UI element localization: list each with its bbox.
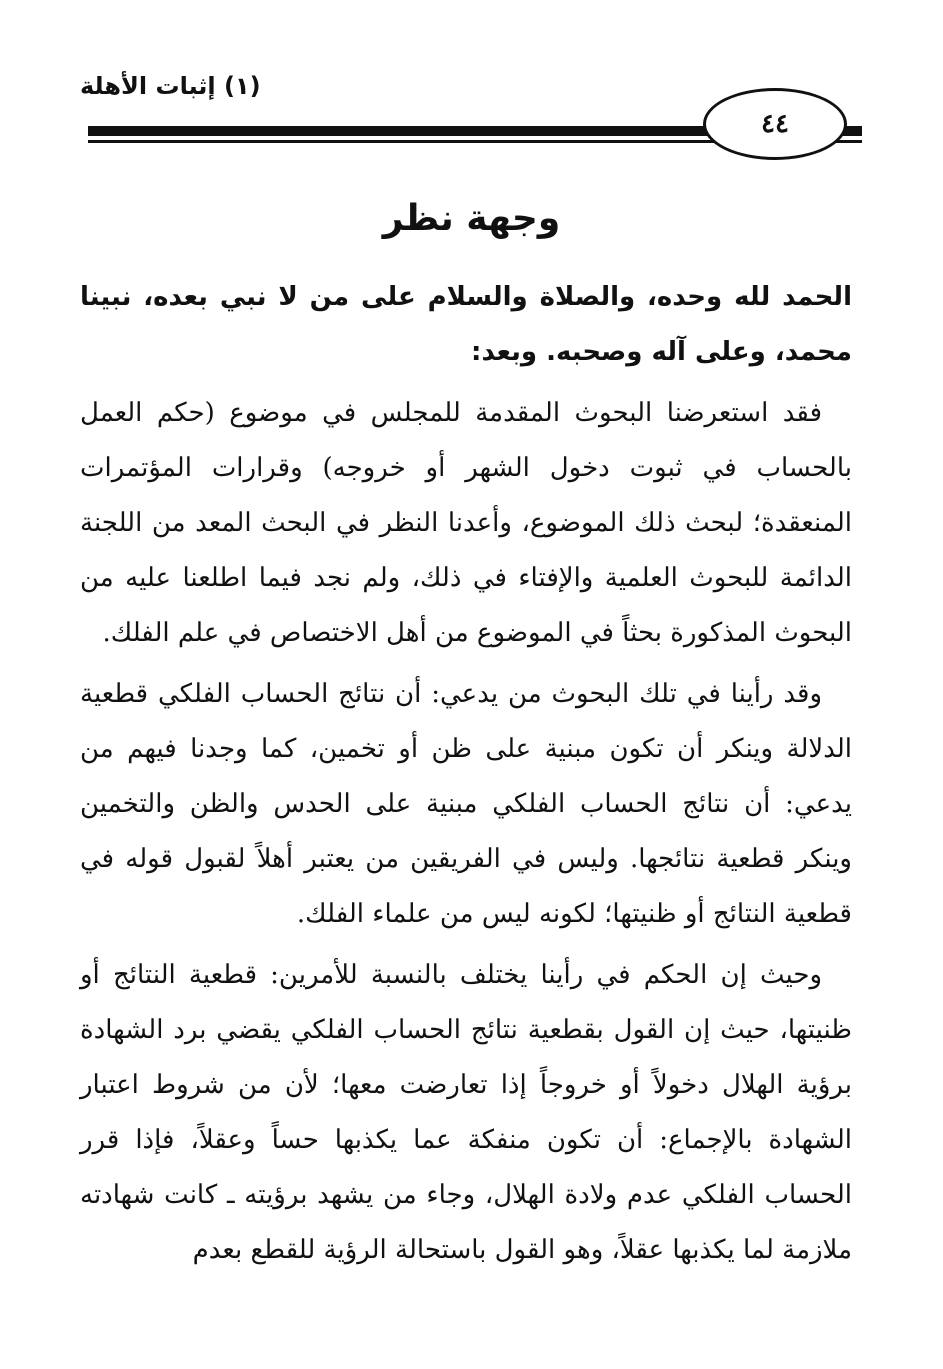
paragraph-research-review: فقد استعرضنا البحوث المقدمة للمجلس في موضوع (حكم العمل بالحساب في ثبوت دخول الشهر أو خروجه) وقرارات المؤتمرات المنعقدة؛ لبحث ذلك الموضوع، وأعدنا النظر في البحث المعد من اللجنة الدائمة للبحوث العلمية والإفتاء في ذلك، ولم نجد فيما اطلعنا عليه من البحوث المذكورة بحثاً في الموضوع من أهل الاختصاص في علم الفلك.: [80, 398, 852, 648]
running-title: (۱) إثبات الأهلة: [80, 72, 261, 100]
page-number-oval: [703, 88, 847, 160]
opening-paragraph: الحمد لله وحده، والصلاة والسلام على من لا نبي بعده، نبينا محمد، وعلى آله وصحبه. وبعد:: [80, 282, 852, 367]
paragraph-two-claims: وقد رأينا في تلك البحوث من يدعي: أن نتائج الحساب الفلكي قطعية الدلالة وينكر أن تكون مبنية على ظن أو تخمين، كما وجدنا فيهم من يدعي: أن نتائج الحساب الفلكي مبنية على الحدس والظن والتخمين وينكر قطعية نتائجها. وليس في الفريقين من يعتبر أهلاً لقبول قوله في قطعية النتائج أو ظنيتها؛ لكونه ليس من علماء الفلك.: [80, 679, 852, 929]
paragraph-ruling: وحيث إن الحكم في رأينا يختلف بالنسبة للأمرين: قطعية النتائج أو ظنيتها، حيث إن القول بقطعية نتائج الحساب الفلكي يقضي برد الشهادة برؤية الهلال دخولاً أو خروجاً إذا تعارضت معها؛ لأن من شروط اعتبار الشهادة بالإجماع: أن تكون منفكة عما يكذبها حساً وعقلاً، فإذا قرر الحساب الفلكي عدم ولادة الهلال، وجاء من يشهد برؤيته ـ كانت شهادته ملازمة لما يكذبها عقلاً، وهو القول باستحالة الرؤية للقطع بعدم: [80, 960, 853, 1265]
page-number: ٤٤: [761, 109, 789, 139]
page-header: [0, 0, 943, 170]
section-title: وجهة نظر: [382, 198, 561, 239]
body-text: [80, 270, 852, 1278]
